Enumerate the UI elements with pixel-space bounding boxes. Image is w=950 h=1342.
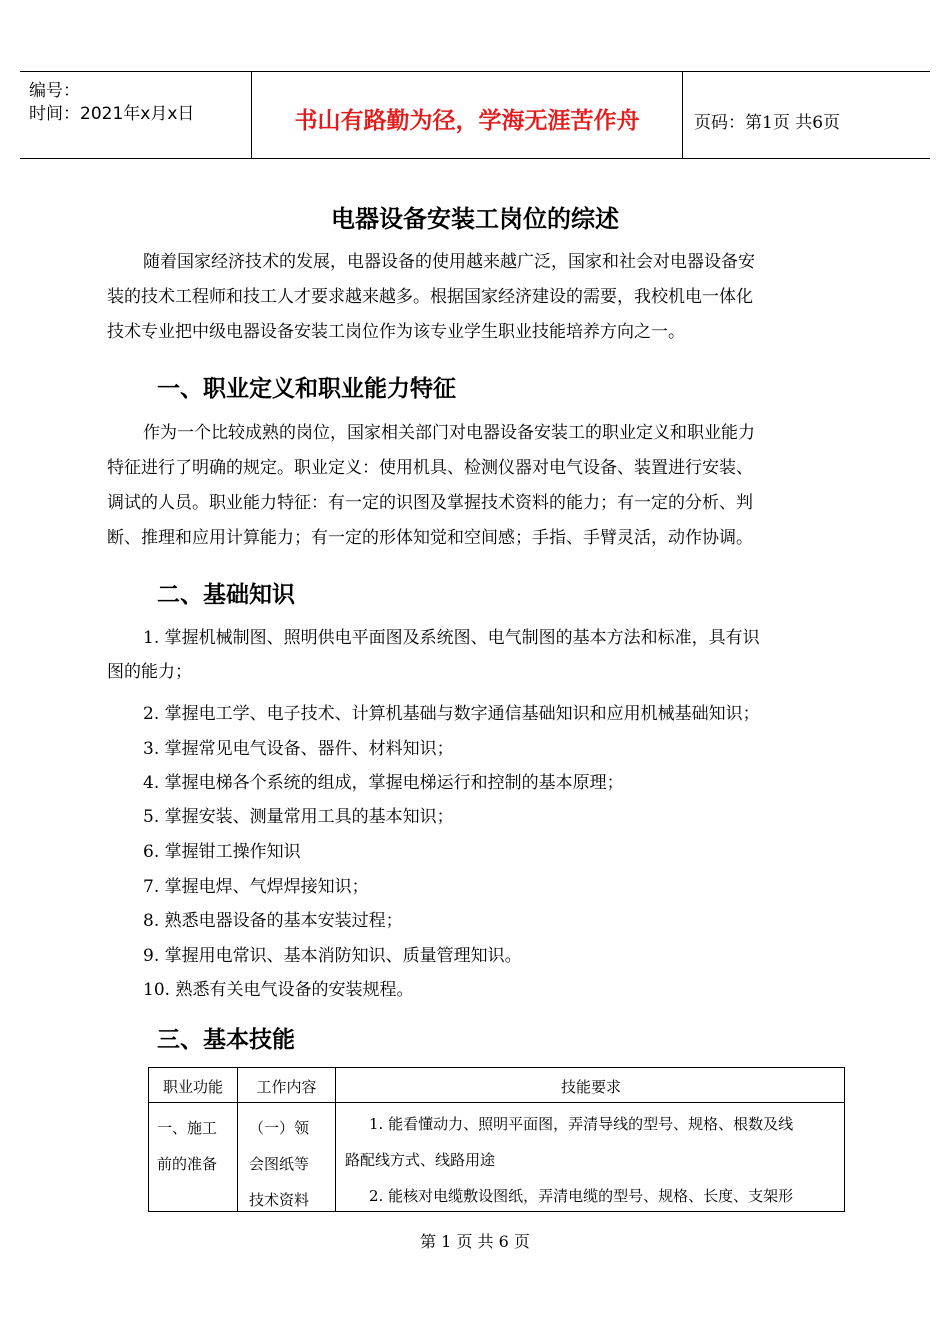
paragraph-line: 调试的人员。职业能力特征：有一定的识图及掌握技术资料的能力；有一定的分析、判 <box>107 493 753 513</box>
header-page-info: 页码：第1页 共6页 <box>694 113 841 133</box>
list-item: 3. 掌握常见电气设备、器件、材料知识； <box>143 739 454 759</box>
paragraph-line: 作为一个比较成熟的岗位，国家相关部门对电器设备安装工的职业定义和职业能力 <box>143 423 755 443</box>
header-meta <box>29 80 194 126</box>
table-header-function: 职业功能 <box>162 1078 223 1096</box>
section-heading: 三、基本技能 <box>157 1026 295 1053</box>
skills-table <box>148 1067 845 1212</box>
header-motto: 书山有路勤为径，学海无涯苦作舟 <box>294 108 640 134</box>
paragraph-line: 断、推理和应用计算能力；有一定的形体知觉和空间感；手指、手臂灵活，动作协调。 <box>107 528 753 548</box>
document-header <box>20 71 930 159</box>
section-heading: 一、职业定义和职业能力特征 <box>157 375 456 402</box>
table-cell-content: （一）领 会图纸等 技术资料 <box>249 1119 310 1209</box>
list-item: 10. 熟悉有关电气设备的安装规程。 <box>143 980 414 1000</box>
paragraph-line: 随着国家经济技术的发展，电器设备的使用越来越广泛，国家和社会对电器设备安 <box>143 252 755 272</box>
section1-paragraph <box>107 416 847 556</box>
list-item: 6. 掌握钳工操作知识 <box>143 842 301 862</box>
serial-label: 编号： <box>29 81 80 101</box>
list-item: 9. 掌握用电常识、基本消防知识、质量管理知识。 <box>143 946 522 966</box>
section-heading: 二、基础知识 <box>157 581 295 608</box>
time-label: 时间：2021年x月x日 <box>29 104 195 124</box>
list-item: 2. 掌握电工学、电子技术、计算机基础与数字通信基础知识和应用机械基础知识； <box>143 704 760 724</box>
list-item: 5. 掌握安装、测量常用工具的基本知识； <box>143 807 454 827</box>
table-cell-skills: 1. 能看懂动力、照明平面图，弄清导线的型号、规格、根数及线 路配线方式、线路用途 2. 能核对电缆敷设图纸，弄清电缆的型号、规格、长度、支架形 <box>345 1115 794 1205</box>
table-header-skills: 技能要求 <box>560 1078 621 1096</box>
intro-paragraph <box>107 245 847 350</box>
table-row-divider <box>149 1102 844 1103</box>
document-title: 电器设备安装工岗位的综述 <box>331 204 619 233</box>
list-item: 4. 掌握电梯各个系统的组成，掌握电梯运行和控制的基本原理； <box>143 773 624 793</box>
page-footer: 第 1 页 共 6 页 <box>420 1232 530 1251</box>
paragraph-line: 装的技术工程师和技工人才要求越来越多。根据国家经济建设的需要，我校机电一体化 <box>107 287 753 307</box>
list-item: 8. 熟悉电器设备的基本安装过程； <box>143 911 403 931</box>
table-header-content: 工作内容 <box>256 1078 317 1096</box>
list-item: 1. 掌握机械制图、照明供电平面图及系统图、电气制图的基本方法和标准，具有识 图的能力； <box>107 628 760 682</box>
header-divider <box>682 72 683 158</box>
table-cell-function: 一、施工 前的准备 <box>157 1119 218 1173</box>
paragraph-line: 技术专业把中级电器设备安装工岗位作为该专业学生职业技能培养方向之一。 <box>107 322 685 342</box>
list-item: 7. 掌握电焊、气焊焊接知识； <box>143 877 369 897</box>
paragraph-line: 特征进行了明确的规定。职业定义：使用机具、检测仪器对电气设备、装置进行安装、 <box>107 458 753 478</box>
